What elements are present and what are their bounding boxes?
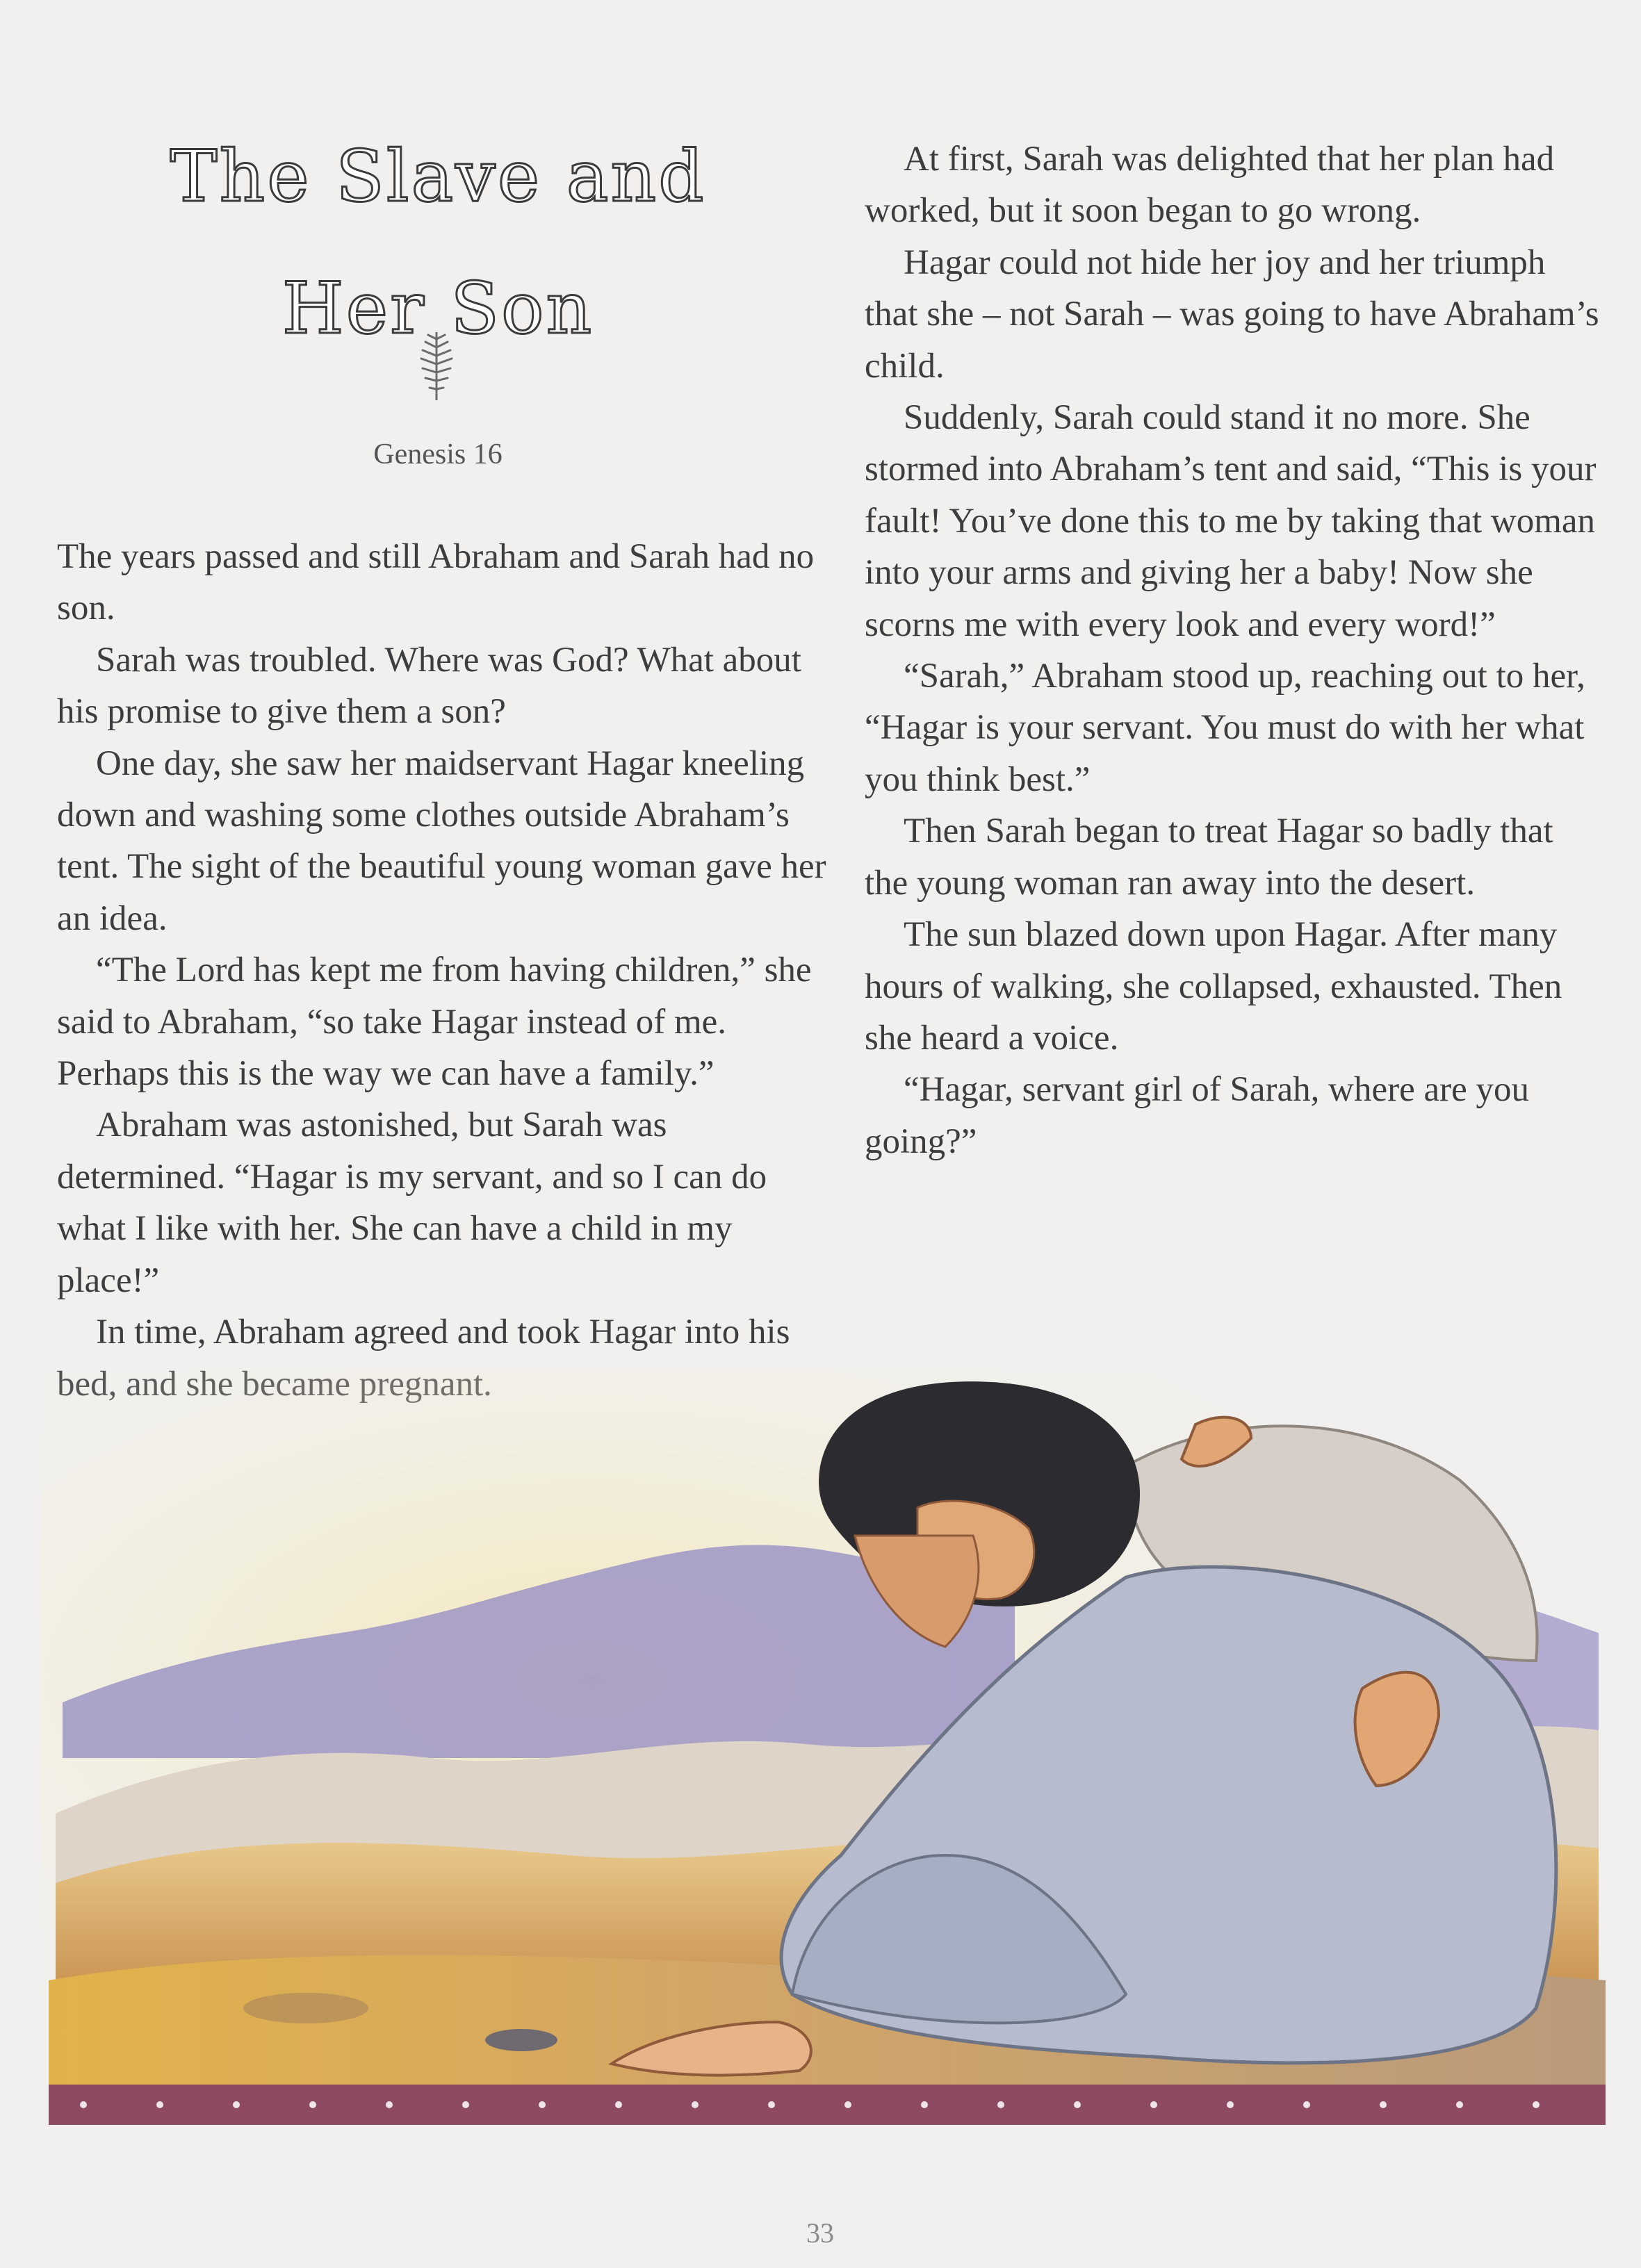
paragraph: The sun blazed down upon Hagar. After many hours of walking, she collapsed, exhausted. Then she heard a voice. xyxy=(865,915,1562,1058)
paragraph: “Hagar, servant girl of Sarah, where are you going?” xyxy=(865,1070,1529,1161)
paragraph: “The Lord has kept me from having children,” she said to Abraham, “so take Hagar instead of me. Perhaps this is the way we can have a family.” xyxy=(57,951,812,1094)
paragraph: In time, Abraham agreed and took Hagar into his xyxy=(96,1313,790,1352)
paragraph: Hagar could not hide her joy and her triumph that she – not Sarah – was going to have Abraham’s child. xyxy=(865,243,1599,386)
paragraph: “Sarah,” Abraham stood up, reaching out to her, “Hagar is your servant. You must do with her what you think best.” xyxy=(865,657,1585,799)
left-text-column xyxy=(57,531,828,1410)
paragraph: At first, Sarah was delighted that her plan had worked, but it soon began to go wrong. xyxy=(865,140,1555,231)
paragraph: Then Sarah began to treat Hagar so badly that the young woman ran away into the desert. xyxy=(865,812,1553,903)
desert-illustration xyxy=(42,1369,1613,2147)
paragraph: Suddenly, Sarah could stand it no more. She stormed into Abraham’s tent and said, “This is your fault! You’ve done this to me by taking that woman into your arms and giving her a baby! Now she scorns me with every look and every word!” xyxy=(865,398,1597,644)
paragraph: One day, she saw her maidservant Hagar kneeling down and washing some clothes outside Abraham’s tent. The sight of the beautiful young woman gave her an idea. xyxy=(57,743,826,938)
scripture-reference: Genesis 16 xyxy=(373,438,503,470)
paragraph: Abraham was astonished, but Sarah was determined. “Hagar is my servant, and so I can do what I like with her. She can have a child in my place!” xyxy=(57,1106,767,1300)
page-number: 33 xyxy=(806,2217,834,2249)
paragraph: The years passed and still Abraham and Sarah had no son. xyxy=(57,537,815,628)
leaf-ornament-icon xyxy=(411,329,462,402)
right-text-column xyxy=(865,133,1601,1167)
paragraph: Sarah was troubled. Where was God? What about his promise to give them a son? xyxy=(57,640,801,732)
title-line-1: The Slave and xyxy=(170,135,706,218)
title-line-2: Her Son xyxy=(281,268,594,350)
